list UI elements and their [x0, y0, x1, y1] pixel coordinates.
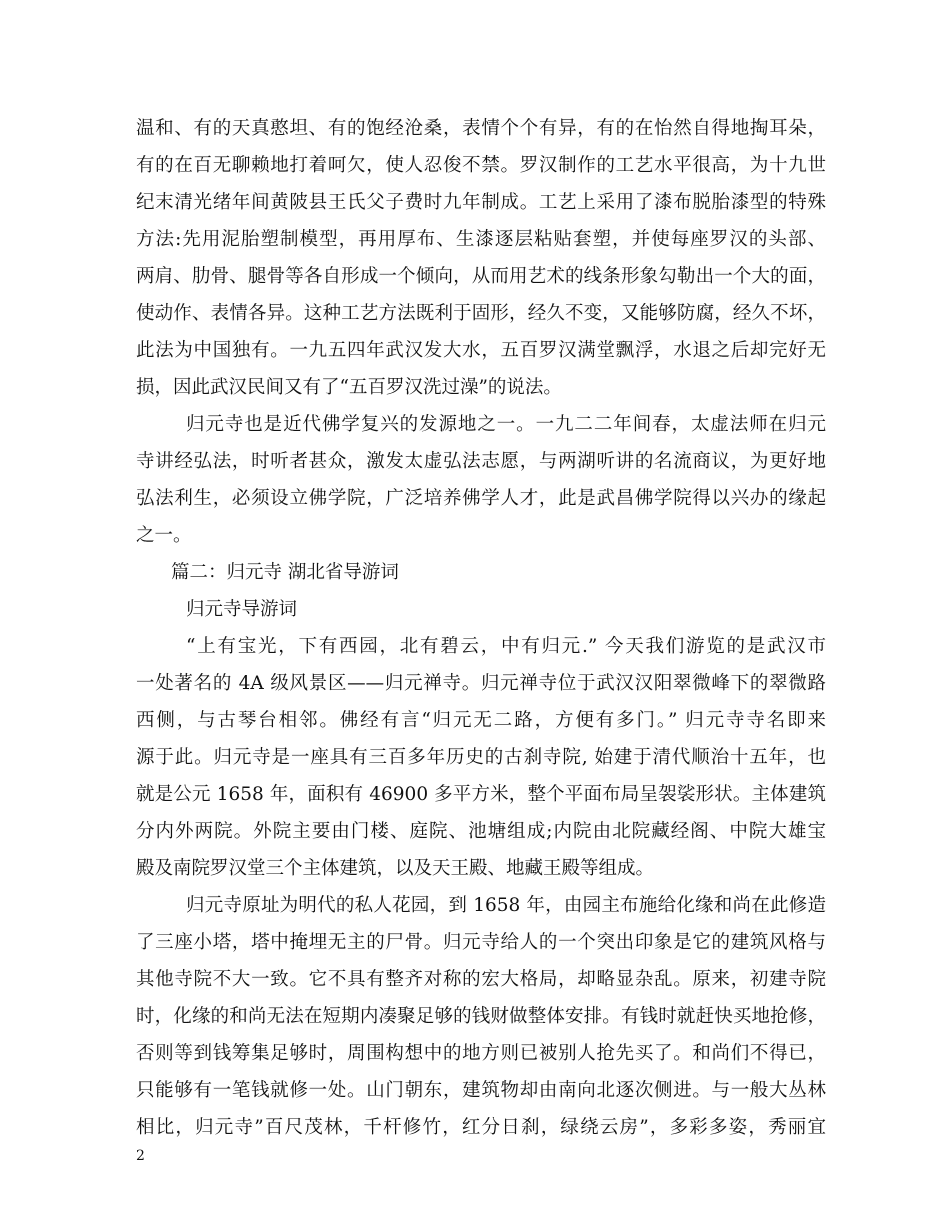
text-line: 温和、有的天真憨坦、有的饱经沧桑，表情个个有异，有的在怡然自得地掏耳朵，	[136, 118, 826, 139]
text-line: 有的在百无聊赖地打着呵欠，使人忍俊不禁。罗汉制作的工艺水平很高，为十九世	[136, 155, 826, 176]
text-line: 分内外两院。外院主要由门楼、庭院、池塘组成;内院由北院藏经阁、中院大雄宝	[136, 821, 826, 842]
text-line: 纪末清光绪年间黄陂县王氏父子费时九年制成。工艺上采用了漆布脱胎漆型的特殊	[136, 192, 826, 213]
text-line: 否则等到钱筹集足够时，周围构想中的地方则已被别人抢先买了。和尚们不得已，	[136, 1043, 826, 1064]
text-line: 只能够有一笔钱就修一处。山门朝东，建筑物却由南向北逐次侧进。与一般大丛林	[136, 1080, 826, 1101]
text-line: 就是公元 1658 年，面积有 46900 多平方米，整个平面布局呈袈裟形状。主体建筑	[136, 784, 826, 805]
text-line: 了三座小塔，塔中掩埋无主的尸骨。归元寺给人的一个突出印象是它的建筑风格与	[136, 932, 826, 953]
text-line: 西侧，与古琴台相邻。佛经有言“归元无二路，方便有多门。” 归元寺寺名即来	[136, 710, 826, 731]
text-line: 此法为中国独有。一九五四年武汉发大水，五百罗汉满堂飘浮，水退之后却完好无	[136, 340, 826, 361]
text-line: 寺讲经弘法，时听者甚众，激发太虚弘法志愿，与两湖听讲的名流商议，为更好地	[136, 451, 826, 472]
text-line: 源于此。归元寺是一座具有三百多年历史的古刹寺院, 始建于清代顺治十五年，也	[136, 747, 826, 768]
article-title: 归元寺导游词	[186, 599, 298, 620]
text-line: 归元寺原址为明代的私人花园，到 1658 年，由园主布施给化缘和尚在此修造	[186, 895, 826, 916]
text-line: 其他寺院不大一致。它不具有整齐对称的宏大格局，却略显杂乱。原来，初建寺院	[136, 969, 826, 990]
text-line: 之一。	[136, 525, 192, 546]
text-line: 两肩、肋骨、腿骨等各自形成一个倾向，从而用艺术的线条形象勾勒出一个大的面，	[136, 266, 826, 287]
text-line: “上有宝光，下有西园，北有碧云，中有归元.” 今天我们游览的是武汉市	[186, 636, 826, 657]
text-line: 相比，归元寺”百尺茂林，千杆修竹，红分日刹，绿绕云房”，多彩多姿，秀丽宜	[136, 1117, 826, 1138]
text-line: 殿及南院罗汉堂三个主体建筑，以及天王殿、地藏王殿等组成。	[136, 858, 655, 879]
text-line: 时，化缘的和尚无法在短期内凑聚足够的钱财做整体安排。有钱时就赶快买地抢修，	[136, 1006, 826, 1027]
text-line: 方法:先用泥胎塑制模型，再用厚布、生漆逐层粘贴套塑，并使每座罗汉的头部、	[136, 229, 826, 250]
page-number: 2	[136, 1148, 145, 1164]
text-line: 弘法利生，必须设立佛学院，广泛培养佛学人才，此是武昌佛学院得以兴办的缘起	[136, 488, 826, 509]
text-line: 使动作、表情各异。这种工艺方法既利于固形，经久不变，又能够防腐，经久不坏，	[136, 303, 826, 324]
text-line: 一处著名的 4A 级风景区——归元禅寺。归元禅寺位于武汉汉阳翠微峰下的翠微路	[136, 673, 826, 694]
section-heading: 篇二：归元寺 湖北省导游词	[171, 562, 399, 583]
text-line: 损，因此武汉民间又有了“五百罗汉洗过澡”的说法。	[136, 377, 562, 398]
text-line: 归元寺也是近代佛学复兴的发源地之一。一九二二年间春，太虚法师在归元	[186, 414, 826, 435]
